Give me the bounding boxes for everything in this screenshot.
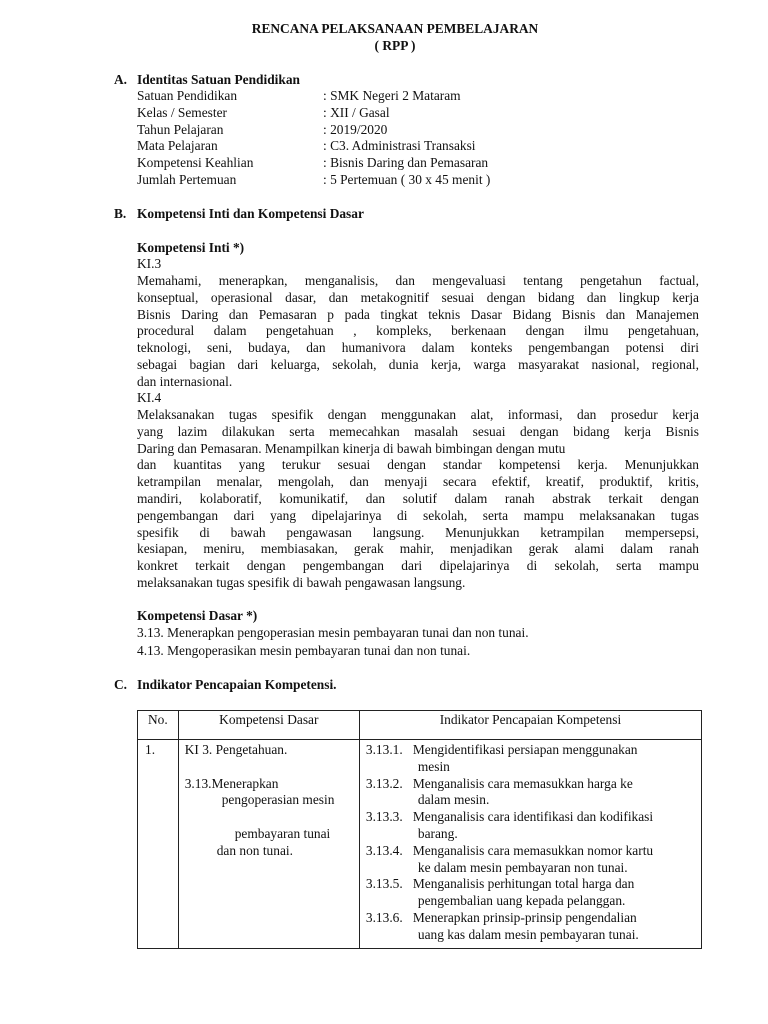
paragraph-line: Bisnis Daring dan Pemasaran p pada tingkat teknis Dasar Bidang Bisnis dan Manajemen — [137, 306, 699, 322]
identity-row — [137, 155, 490, 172]
indicator-number: 3.13.2. — [365, 775, 403, 791]
indicator-text: dalam mesin. — [417, 792, 490, 808]
section-c-heading — [114, 677, 337, 694]
paragraph-line: konkret terkait dengan pengembangan dari dipelajarinya di sekolah, serta mampu — [137, 558, 699, 574]
identity-key: Kelas / Semester — [137, 104, 227, 120]
indicator-number: 3.13.4. — [365, 842, 403, 858]
paragraph-line: yang lazim dilakukan serta memecahkan masalah sesuai dengan bidang kerja Bisnis — [137, 423, 699, 439]
identity-value: : SMK Negeri 2 Mataram — [323, 88, 461, 103]
identity-value: : XII / Gasal — [323, 104, 390, 120]
document-subtitle: ( RPP ) — [374, 38, 416, 53]
ki4-paragraph — [137, 407, 699, 592]
ki-heading: Kompetensi Inti *) — [137, 240, 245, 255]
section-a-title: Identitas Satuan Pendidikan — [137, 72, 300, 87]
header-kd: Kompetensi Dasar — [178, 711, 359, 740]
kd-heading: Kompetensi Dasar *) — [137, 608, 258, 623]
header-no: No. — [138, 711, 179, 740]
identity-row — [137, 122, 490, 139]
indicator-table — [137, 710, 702, 949]
indicator-text: ke dalam mesin pembayaran non tunai. — [417, 859, 628, 875]
identity-key: Tahun Pelajaran — [137, 121, 224, 137]
paragraph-line: spesifik di bawah pengawasan langsung. Menunjukkan ketrampilan mempersepsi, — [137, 524, 699, 540]
indicator-number: 3.13.6. — [365, 909, 403, 925]
paragraph-line: Melaksanakan tugas spesifik dengan menggunakan alat, informasi, dan prosedur kerja — [137, 407, 699, 422]
identity-row — [137, 172, 490, 189]
section-b-title: Kompetensi Inti dan Kompetensi Dasar — [137, 206, 364, 221]
indicator-text: Menganalisis cara memasukkan nomor kartu — [412, 842, 654, 858]
indicator-number: 3.13.5. — [365, 876, 403, 892]
indicator-text: Menganalisis cara identifikasi dan kodifikasi — [412, 809, 654, 825]
indicator-item — [366, 843, 701, 877]
identity-value: : 5 Pertemuan ( 30 x 45 menit ) — [323, 171, 491, 187]
row-number: 1. — [138, 740, 179, 949]
indicator-number: 3.13.3. — [365, 809, 403, 825]
kd-text: pengoperasian mesin — [221, 792, 335, 808]
identity-row — [137, 138, 490, 155]
section-b-label: B. — [114, 206, 127, 221]
ki3-label: KI.3 — [137, 256, 162, 271]
indicator-text: Menganalisis perhitungan total harga dan — [412, 876, 635, 892]
paragraph-line: dan internasional. — [137, 373, 233, 389]
indicator-text: Menganalisis cara memasukkan harga ke — [412, 775, 633, 791]
section-b-heading — [114, 206, 364, 223]
paragraph-line: Memahami, menerapkan, menganalisis, dan mengevaluasi tentang pengetahun factual, — [137, 273, 699, 288]
identity-table — [137, 88, 490, 189]
paragraph-line: melaksanakan tugas spesifik di bawah pengawasan langsung. — [137, 574, 466, 590]
document-title: RENCANA PELAKSANAAN PEMBELAJARAN — [251, 21, 539, 36]
row-ipk-cell — [359, 740, 701, 949]
indicator-item — [366, 910, 701, 944]
section-a-label: A. — [114, 72, 128, 87]
identity-value: : C3. Administrasi Transaksi — [323, 138, 476, 154]
indicator-text: Menerapkan prinsip-prinsip pengendalian — [412, 909, 637, 925]
indicator-item — [366, 742, 701, 776]
identity-value: : 2019/2020 — [323, 121, 388, 137]
kd-text: 3.13.Menerapkan — [184, 775, 279, 791]
kd-text: pembayaran tunai — [234, 825, 331, 841]
paragraph-line: procedural dalam pengetahuan , kompleks, berkenaan dengan ilmu pengetahuan, — [137, 323, 699, 339]
ki4-label: KI.4 — [137, 390, 162, 405]
identity-row — [137, 105, 490, 122]
identity-key: Satuan Pendidikan — [137, 88, 238, 103]
header-ipk: Indikator Pencapaian Kompetensi — [359, 711, 701, 740]
kd-item: 3.13. Menerapkan pengoperasian mesin pembayaran tunai dan non tunai. — [137, 625, 529, 640]
kd-item: 4.13. Mengoperasikan mesin pembayaran tunai dan non tunai. — [137, 643, 471, 658]
paragraph-line: dan kuantitas yang terukur sesuai dengan standar kompetensi kerja. Menunjukkan — [137, 457, 699, 473]
identity-value: : Bisnis Daring dan Pemasaran — [323, 155, 489, 171]
indicator-text: Mengidentifikasi persiapan menggunakan — [412, 742, 638, 757]
indicator-text: pengembalian uang kepada pelanggan. — [417, 893, 626, 909]
paragraph-line: konseptual, operasional dasar, dan metakognitif sesuai dengan bidang dan lingkup kerja — [137, 289, 699, 305]
paragraph-line: teknologi, seni, budaya, dan humanivora dalam konteks pengembangan potensi diri — [137, 340, 699, 356]
paragraph-line: mandiri, kolaboratif, komunikatif, dan solutif dalam ranah abstrak terkait dengan — [137, 490, 699, 506]
paragraph-line: pengembangan dari yang dipelajarinya di sekolah, serta mampu melaksanakan tugas — [137, 507, 699, 523]
table-row — [138, 740, 702, 949]
indicator-number: 3.13.1. — [365, 742, 403, 757]
indicator-text: mesin — [417, 758, 450, 774]
identity-key: Jumlah Pertemuan — [137, 171, 237, 187]
indicator-item — [366, 876, 701, 910]
identity-key: Kompetensi Keahlian — [137, 155, 254, 171]
indicator-item — [366, 776, 701, 810]
kd-text: dan non tunai. — [216, 842, 293, 858]
paragraph-line: sebagai bagian dari keluarga, sekolah, dunia kerja, warga masyarakat nasional, regional, — [137, 356, 699, 372]
row-kd-cell — [178, 740, 359, 949]
ki3-paragraph — [137, 273, 699, 391]
indicator-text: barang. — [417, 825, 458, 841]
section-c-title: Indikator Pencapaian Kompetensi. — [137, 677, 337, 692]
identity-row — [137, 88, 490, 105]
kd-text: KI 3. Pengetahuan. — [184, 742, 288, 757]
paragraph-line: kesiapan, meniru, membiasakan, gerak mahir, menjadikan gerak alami dalam ranah — [137, 541, 699, 557]
indicator-item — [366, 809, 701, 843]
section-c-label: C. — [114, 677, 128, 692]
paragraph-line: Daring dan Pemasaran. Menampilkan kinerja di bawah bimbingan dengan mutu — [137, 440, 566, 456]
section-a-heading — [114, 72, 300, 89]
paragraph-line: ketrampilan menalar, mengolah, dan menyaji secara efektif, kreatif, produktif, kritis, — [137, 474, 699, 490]
identity-key: Mata Pelajaran — [137, 138, 218, 154]
indicator-text: uang kas dalam mesin pembayaran tunai. — [417, 926, 639, 942]
table-header-row — [138, 711, 702, 740]
